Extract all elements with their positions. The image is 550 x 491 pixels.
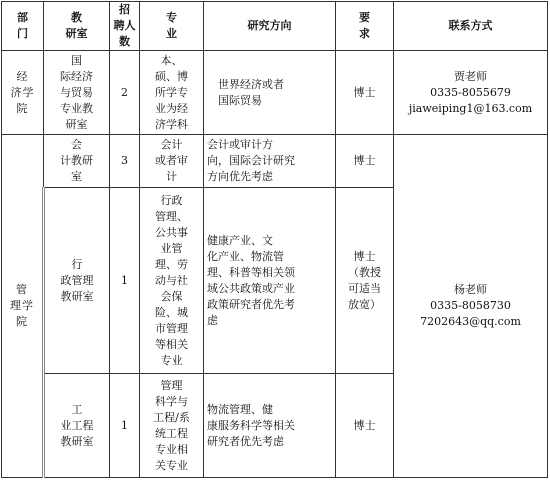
require-cell: 博士 （教授 可适当 放宽）: [336, 188, 394, 374]
direction-cell: 健康产业、文 化产业、物流管 理、科普等相关领 域公共政策或产业 政策研究者优先考 虑: [204, 188, 336, 374]
major-cell: 本、 硕、博 所学专 业为经 济学科: [140, 51, 204, 135]
contact-cell: [394, 135, 548, 478]
recruitment-table: [1, 1, 548, 478]
dept-cell: 经 济学 院: [2, 51, 44, 135]
header-direction: 研究方向: [204, 2, 336, 51]
header-dept: 部 门: [2, 2, 44, 51]
header-contact: 联系方式: [394, 2, 548, 51]
table-row: [2, 135, 548, 188]
major-cell: 行政 管理、 公共事 业管 理、劳 动与社 会保 险、城 市管理 等相关 专业: [140, 188, 204, 374]
count-cell: 3: [110, 135, 140, 188]
table-row: [2, 51, 548, 135]
office-cell: 工 业工程 教研室: [44, 374, 110, 478]
contact-name: 贾老师: [454, 69, 487, 83]
contact-phone: 0335-8058730: [430, 299, 511, 312]
direction-cell: 会计或审计方 向，国际会计研究 方向优先考虑: [204, 135, 336, 188]
direction-cell: 物流管理、健 康服务科学等相关 研究者优先考虑: [204, 374, 336, 478]
require-cell: 博士: [336, 135, 394, 188]
contact-name: 杨老师: [454, 283, 487, 296]
contact-email: jiaweiping1@163.com: [408, 101, 533, 115]
header-require: 要 求: [336, 2, 394, 51]
count-cell: 1: [110, 188, 140, 374]
office-cell: 行 政管理 教研室: [44, 188, 110, 374]
header-count: 招 聘人 数: [110, 2, 140, 51]
office-cell: 国 际经济 与贸易 专业教 研室: [44, 51, 110, 135]
contact-cell: [394, 51, 548, 135]
require-cell: 博士: [336, 51, 394, 135]
contact-phone: 0335-8055679: [430, 85, 511, 99]
major-cell: 管理 科学与 工程/系 统工程 专业相 关专业: [140, 374, 204, 478]
require-cell: 博士: [336, 374, 394, 478]
direction-cell: 世界经济或者 国际贸易: [204, 51, 336, 135]
count-cell: 2: [110, 51, 140, 135]
header-row: [2, 2, 548, 51]
count-cell: 1: [110, 374, 140, 478]
contact-email: 7202643@qq.com: [420, 315, 521, 328]
dept-cell: 管 理学 院: [2, 135, 44, 478]
header-office: 教 研室: [44, 2, 110, 51]
office-cell: 会 计教研 室: [44, 135, 110, 188]
header-major: 专 业: [140, 2, 204, 51]
major-cell: 会计 或者审 计: [140, 135, 204, 188]
